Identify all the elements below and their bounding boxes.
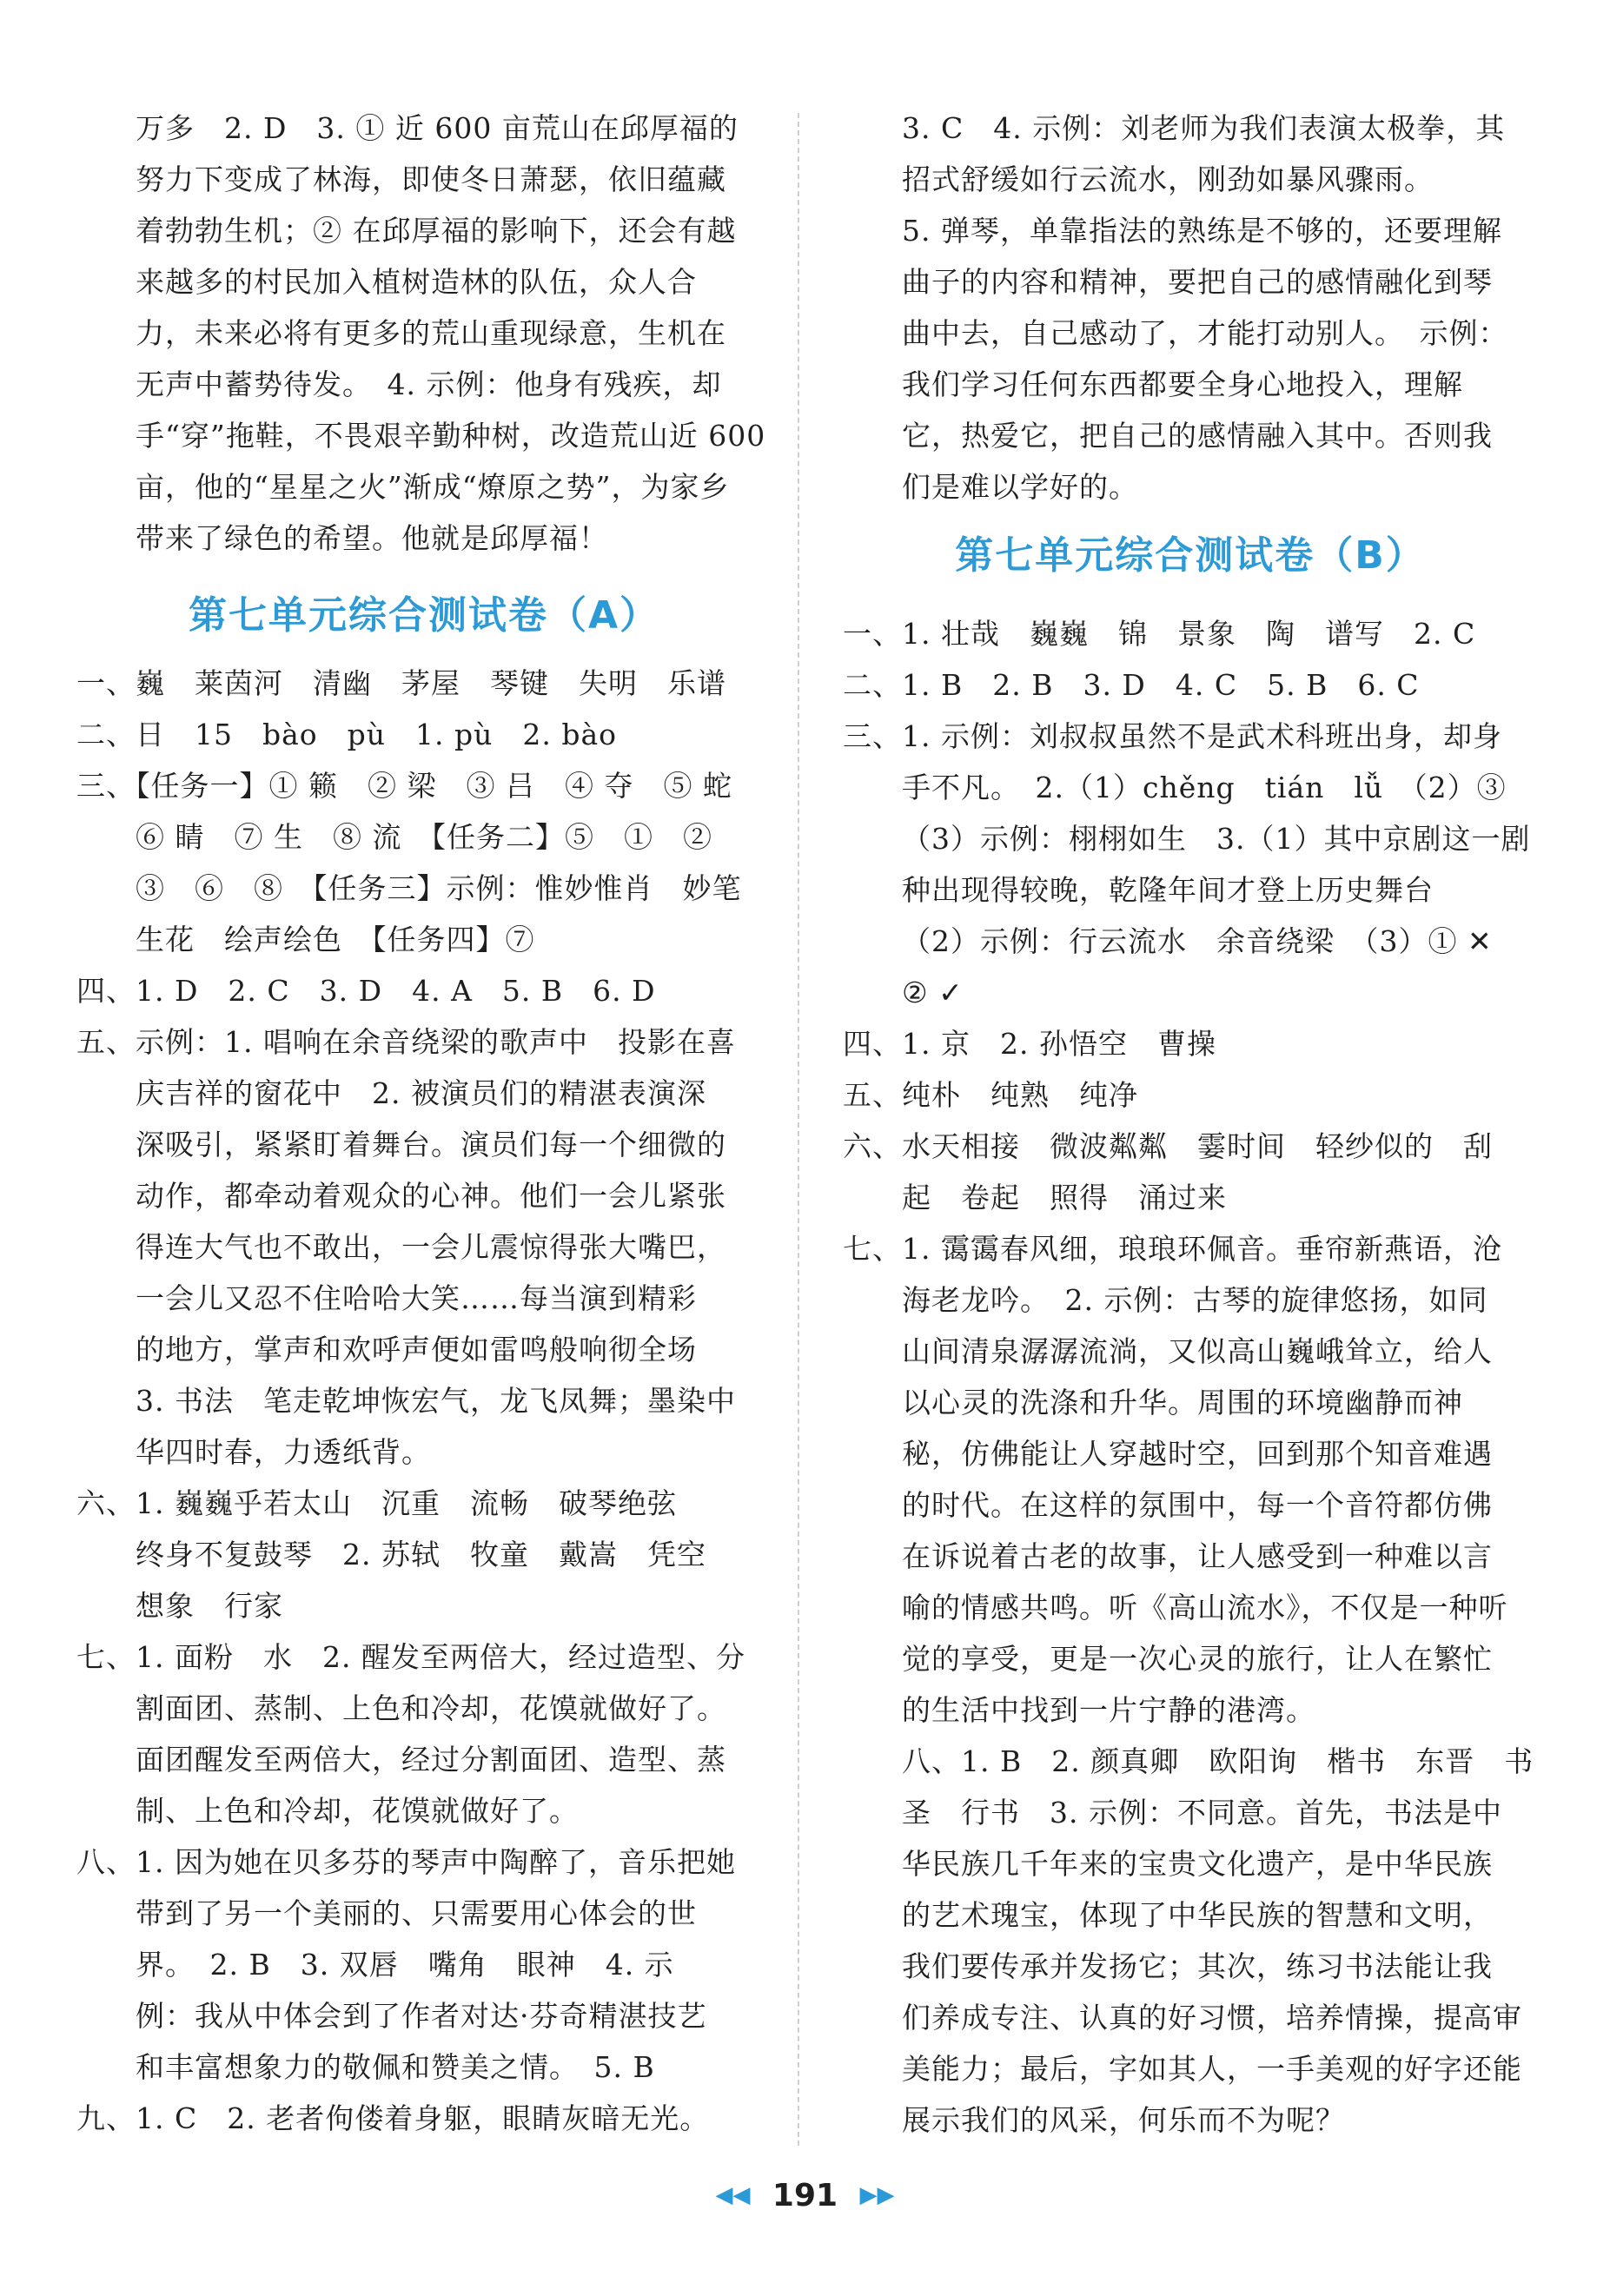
text-line: 界。 2. B 3. 双唇 嘴角 眼神 4. 示 (136, 1948, 674, 1982)
right-column (843, 103, 1538, 2146)
text-line: 二、1. B 2. B 3. D 4. C 5. B 6. C (843, 668, 1420, 702)
text-line: 秘，仿佛能让人穿越时空，回到那个知音难遇 (902, 1437, 1493, 1471)
text-line: （2）示例：行云流水 余音绕梁 （3）① ✕ (902, 924, 1493, 958)
text-line: ② ✓ (902, 976, 964, 1009)
prev-page-arrows-icon: ◀◀ (715, 2182, 751, 2208)
text-line: 来越多的村民加入植树造林的队伍，众人合 (136, 265, 697, 299)
page-footer (0, 2176, 1610, 2213)
page-number: 191 (772, 2177, 838, 2213)
text-line: 我们学习任何东西都要全身心地投入，理解 (902, 367, 1463, 401)
text-line: 六、水天相接 微波粼粼 霎时间 轻纱似的 刮 (843, 1129, 1493, 1163)
text-line: ⑥ 睛 ⑦ 生 ⑧ 流 【任务二】⑤ ① ② (136, 820, 712, 854)
text-line: 例：我从中体会到了作者对达·芬奇精湛技艺 (136, 1999, 707, 2033)
text-line: 亩，他的“星星之火”渐成“燎原之势”，为家乡 (136, 470, 730, 504)
text-line: 想象 行家 (136, 1589, 283, 1623)
text-line: 三、1. 示例：刘叔叔虽然不是武术科班出身，却身 (843, 719, 1502, 753)
left-column (76, 103, 772, 2144)
text-line: 庆吉祥的窗花中 2. 被演员们的精湛表演深 (136, 1076, 706, 1110)
text-line: 一、1. 壮哉 巍巍 锦 景象 陶 谱写 2. C (843, 617, 1476, 651)
text-line: 割面团、蒸制、上色和冷却，花馍就做好了。 (136, 1691, 726, 1725)
text-line: 四、1. D 2. C 3. D 4. A 5. B 6. D (76, 974, 656, 1008)
text-line: 手不凡。 2.（1）chěng tián lǚ （2）③ (902, 771, 1507, 804)
text-line: 们是难以学好的。 (902, 470, 1138, 504)
text-line: 八、1. 因为她在贝多芬的琴声中陶醉了，音乐把她 (76, 1845, 736, 1879)
section-heading-a: 第七单元综合测试卷（A） (188, 593, 660, 638)
text-line: 和丰富想象力的敬佩和赞美之情。 5. B (136, 2050, 655, 2084)
text-line: 它，热爱它，把自己的感情融入其中。否则我 (902, 419, 1493, 453)
text-line: 3. C 4. 示例：刘老师为我们表演太极拳，其 (902, 111, 1506, 145)
text-line: 面团醒发至两倍大，经过分割面团、造型、蒸 (136, 1743, 726, 1777)
text-line: 的时代。在这样的氛围中，每一个音符都仿佛 (902, 1488, 1493, 1522)
text-line: 喻的情感共鸣。听《高山流水》，不仅是一种听 (902, 1591, 1508, 1624)
text-line: 手“穿”拖鞋，不畏艰辛勤种树，改造荒山近 600 (136, 419, 766, 453)
text-line: 一会儿又忍不住哈哈大笑……每当演到精彩 (136, 1281, 697, 1315)
text-line: 的艺术瑰宝，体现了中华民族的智慧和文明， (902, 1898, 1493, 1932)
text-line: 努力下变成了林海，即使冬日萧瑟，依旧蕴藏 (136, 162, 726, 196)
text-line: 五、纯朴 纯熟 纯净 (843, 1078, 1138, 1112)
text-line: ③ ⑥ ⑧ 【任务三】示例：惟妙惟肖 妙笔 (136, 871, 742, 905)
text-line: 的地方，掌声和欢呼声便如雷鸣般响彻全场 (136, 1333, 697, 1366)
text-line: 二、日 15 bào pù 1. pù 2. bào (76, 718, 618, 751)
text-line: 七、1. 面粉 水 2. 醒发至两倍大，经过造型、分 (76, 1640, 745, 1674)
text-line: 招式舒缓如行云流水，刚劲如暴风骤雨。 (902, 162, 1434, 196)
text-line: 三、【任务一】① 籁 ② 梁 ③ 吕 ④ 夺 ⑤ 蛇 (76, 769, 732, 803)
text-line: 九、1. C 2. 老者佝偻着身躯，眼睛灰暗无光。 (76, 2101, 710, 2135)
column-divider (798, 113, 799, 2146)
text-line: 觉的享受，更是一次心灵的旅行，让人在繁忙 (902, 1642, 1493, 1676)
text-line: 得连大气也不敢出，一会儿震惊得张大嘴巴， (136, 1230, 726, 1264)
text-line: 动作，都牵动着观众的心神。他们一会儿紧张 (136, 1179, 726, 1213)
text-line: 起 卷起 照得 涌过来 (902, 1181, 1227, 1214)
text-line: 着勃勃生机；② 在邱厚福的影响下，还会有越 (136, 214, 737, 248)
text-line: 5. 弹琴，单靠指法的熟练是不够的，还要理解 (902, 214, 1502, 248)
section-heading-b: 第七单元综合测试卷（B） (955, 533, 1426, 578)
text-line: 七、1. 霭霭春风细，琅琅环佩音。垂帘新燕语，沧 (843, 1232, 1502, 1266)
text-line: 山间清泉潺潺流淌，又似高山巍峨耸立，给人 (902, 1334, 1493, 1368)
text-line: 海老龙吟。 2. 示例：古琴的旋律悠扬，如同 (902, 1283, 1488, 1317)
text-line: 无声中蓄势待发。 4. 示例：他身有残疾，却 (136, 367, 722, 401)
text-line: 六、1. 巍巍乎若太山 沉重 流畅 破琴绝弦 (76, 1486, 677, 1520)
text-line: 力，未来必将有更多的荒山重现绿意，生机在 (136, 316, 726, 350)
text-line: 我们要传承并发扬它；其次，练习书法能让我 (902, 1949, 1493, 1983)
text-line: 以心灵的洗涤和升华。周围的环境幽静而神 (902, 1386, 1463, 1419)
text-line: 华四时春，力透纸背。 (136, 1435, 431, 1469)
text-line: 万多 2. D 3. ① 近 600 亩荒山在邱厚福的 (136, 111, 739, 145)
text-line: 曲中去，自己感动了，才能打动别人。 示例： (902, 316, 1508, 350)
text-line: 带到了另一个美丽的、只需要用心体会的世 (136, 1896, 697, 1930)
text-line: 美能力；最后，字如其人，一手美观的好字还能 (902, 2052, 1522, 2086)
text-line: 华民族几千年来的宝贵文化遗产，是中华民族 (902, 1847, 1493, 1881)
text-line: 生花 绘声绘色 【任务四】⑦ (136, 923, 535, 956)
text-line: 深吸引，紧紧盯着舞台。演员们每一个细微的 (136, 1128, 726, 1161)
text-line: 3. 书法 笔走乾坤恢宏气，龙飞凤舞；墨染中 (136, 1384, 736, 1418)
text-line: 带来了绿色的希望。他就是邱厚福！ (136, 521, 608, 555)
text-line: 曲子的内容和精神，要把自己的感情融化到琴 (902, 265, 1493, 299)
text-line: 四、1. 京 2. 孙悟空 曹操 (843, 1027, 1216, 1061)
text-line: 圣 行书 3. 示例：不同意。首先，书法是中 (902, 1796, 1502, 1830)
text-line: 们养成专注、认真的好习惯，培养情操，提高审 (902, 2001, 1522, 2035)
text-line: 种出现得较晚，乾隆年间才登上历史舞台 (902, 873, 1434, 907)
text-line: 一、巍 莱茵河 清幽 茅屋 琴键 失明 乐谱 (76, 666, 726, 700)
text-line: 制、上色和冷却，花馍就做好了。 (136, 1794, 579, 1828)
text-line: 终身不复鼓琴 2. 苏轼 牧童 戴嵩 凭空 (136, 1538, 706, 1571)
text-line: 展示我们的风采，何乐而不为呢？ (902, 2103, 1345, 2137)
text-line: 的生活中找到一片宁静的港湾。 (902, 1693, 1315, 1727)
text-line: 八、1. B 2. 颜真卿 欧阳询 楷书 东晋 书 (902, 1744, 1534, 1778)
text-line: （3）示例：栩栩如生 3.（1）其中京剧这一剧 (902, 822, 1531, 856)
text-line: 在诉说着古老的故事，让人感受到一种难以言 (902, 1539, 1493, 1573)
next-page-arrows-icon: ▶▶ (859, 2182, 895, 2208)
text-line: 五、示例：1. 唱响在余音绕梁的歌声中 投影在喜 (76, 1025, 736, 1059)
